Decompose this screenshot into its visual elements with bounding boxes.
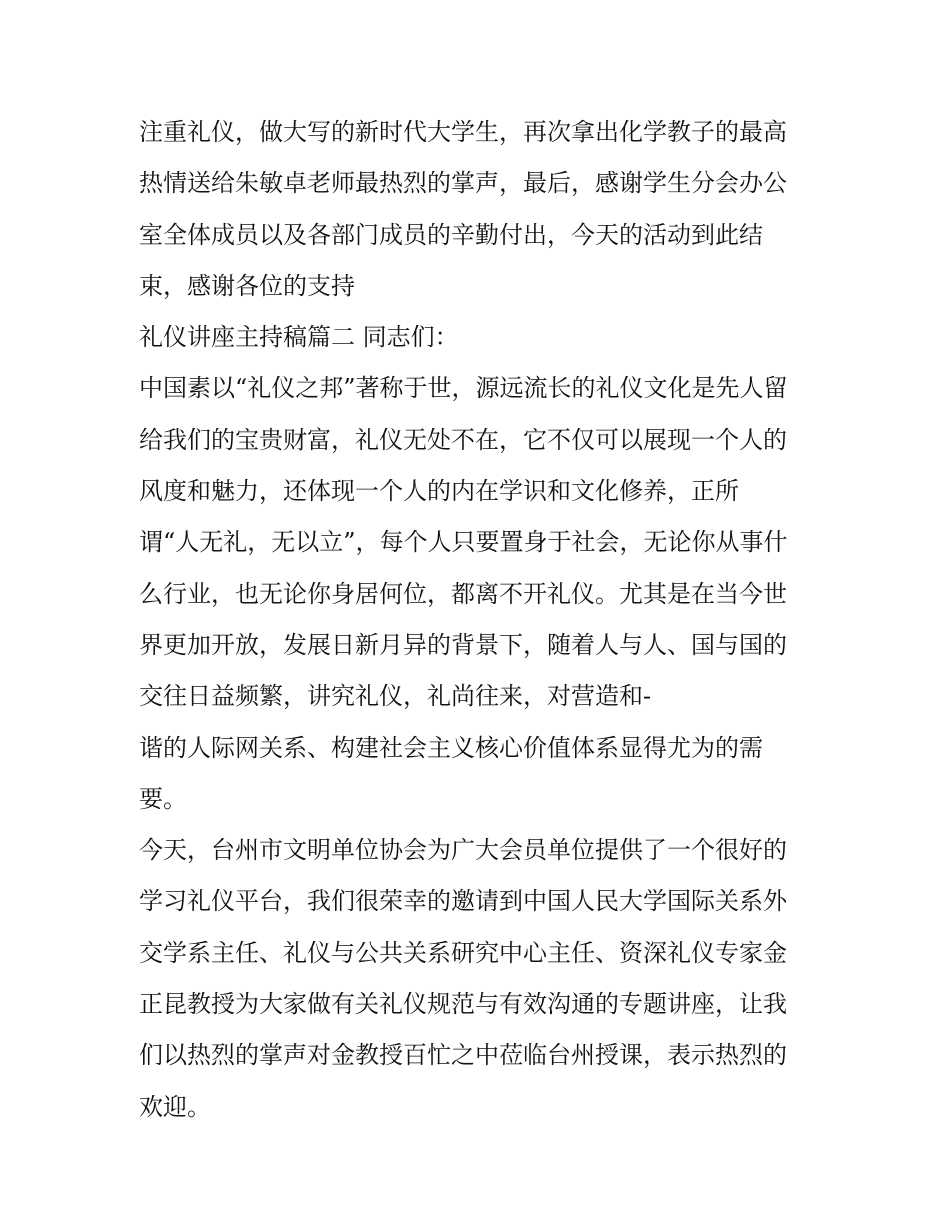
- text-line: 正昆教授为大家做有关礼仪规范与有效沟通的专题讲座，让我: [139, 990, 787, 1019]
- text-line: 界更加开放，发展日新月异的背景下，随着人与人、国与国的: [139, 630, 787, 659]
- text-line: 束，感谢各位的支持: [139, 271, 355, 300]
- text-line: 室全体成员以及各部门成员的辛勤付出，今天的活动到此结: [139, 220, 763, 249]
- section-heading: 礼仪讲座主持稿篇二 同志们：: [139, 323, 459, 352]
- text-line: 风度和魅力，还体现一个人的内在学识和文化修养，正所: [139, 477, 739, 506]
- text-line: 中国素以“礼仪之邦”著称于世，源远流长的礼仪文化是先人留: [139, 374, 788, 403]
- text-line: 谐的人际网关系、构建社会主义核心价值体系显得尤为的需: [139, 733, 763, 762]
- text-line: 注重礼仪，做大写的新时代大学生，再次拿出化学教子的最高: [139, 118, 787, 146]
- text-line: 交往日益频繁，讲究礼仪，礼尚往来，对营造和-: [139, 682, 652, 711]
- text-line: 们以热烈的掌声对金教授百忙之中莅临台州授课，表示热烈的: [139, 1041, 787, 1070]
- text-line: 交学系主任、礼仪与公共关系研究中心主任、资深礼仪专家金: [139, 938, 787, 967]
- text-line: 学习礼仪平台，我们很荣幸的邀请到中国人民大学国际关系外: [139, 887, 787, 916]
- text-line: 今天，台州市文明单位协会为广大会员单位提供了一个很好的: [139, 836, 787, 865]
- text-line: 要。: [139, 784, 187, 813]
- text-line: 热情送给朱敏卓老师最热烈的掌声，最后，感谢学生分会办公: [139, 169, 787, 198]
- text-line: 谓“人无礼，无以立”，每个人只要置身于社会，无论你从事什: [139, 528, 788, 557]
- document-body: [139, 107, 829, 1133]
- text-line: 给我们的宝贵财富，礼仪无处不在，它不仅可以展现一个人的: [139, 425, 787, 454]
- text-line: 么行业，也无论你身居何位，都离不开礼仪。尤其是在当今世: [139, 579, 787, 608]
- text-line: 欢迎。: [139, 1092, 211, 1121]
